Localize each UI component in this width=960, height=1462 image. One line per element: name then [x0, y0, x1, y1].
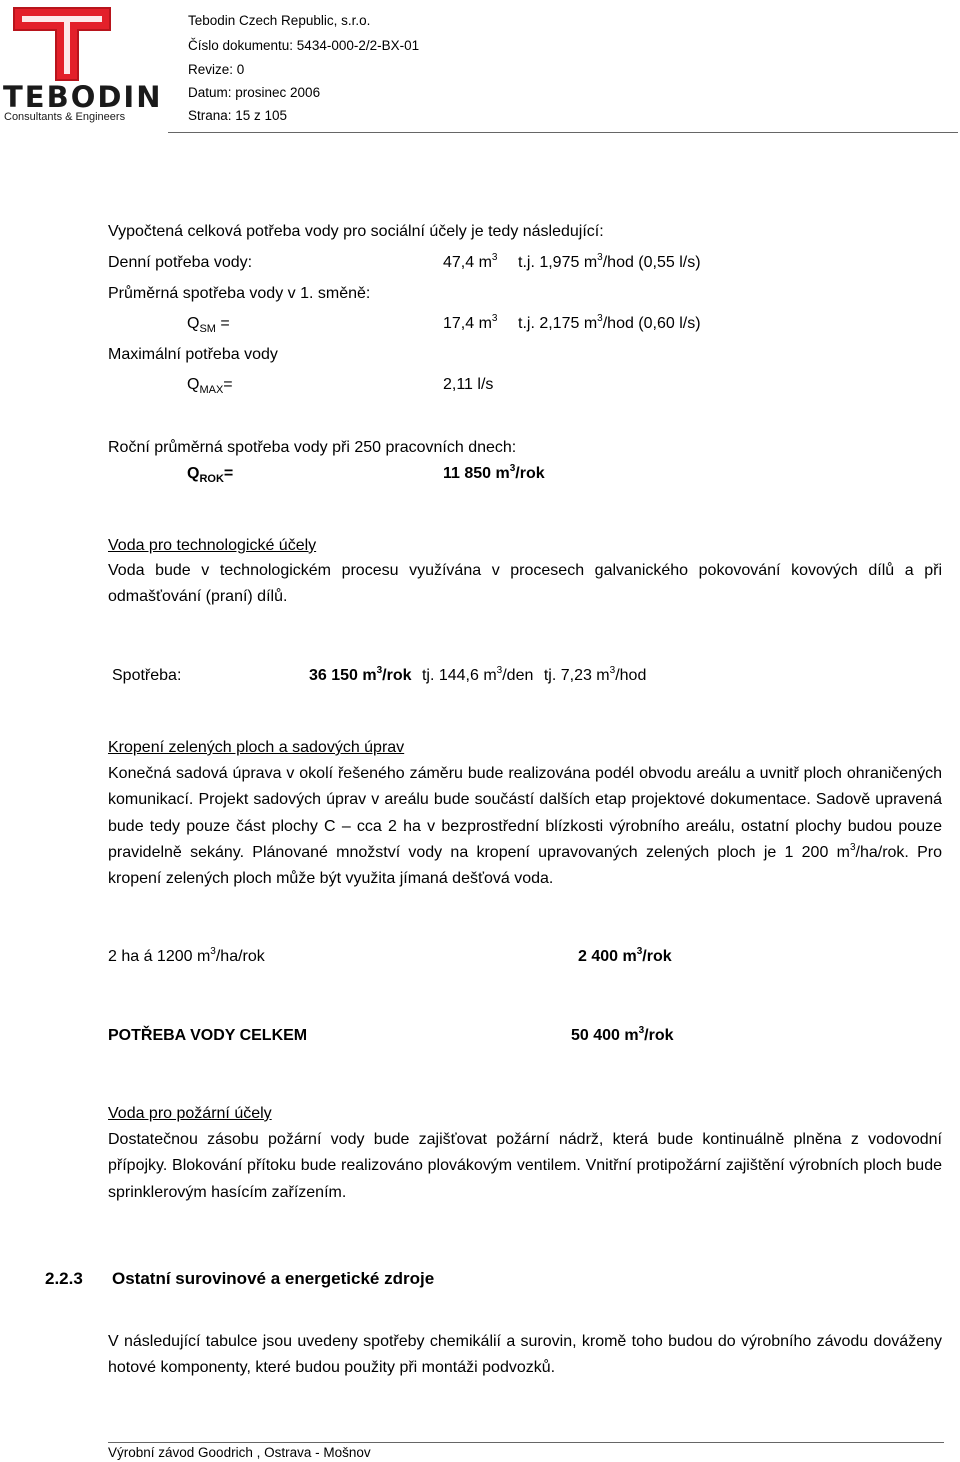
qrok-value: 11 850 $m^3$/rok [443, 463, 545, 482]
tech-text: Voda bude v technologickém procesu využívána v procesech galvanického pokovování kovových dílů a při odmašťování (praní) dílů. [108, 562, 942, 606]
daily-tj: t.j. 1,975 $m^3$/hod (0,55 l/s) [518, 252, 701, 271]
logo-tagline: Consultants & Engineers [4, 111, 126, 123]
footer-rule [108, 1442, 944, 1443]
qsm-value: 17,4 $m^3$ [443, 313, 498, 332]
fire-text: Dostatečnou zásobu požární vody bude zajišťovat požární nádrž, která bude kontinuálně plněna z vodovodní přípojky. Blokování přítoku bude realizováno plovákovým ventilem. Vnitřní protipožární zajištění výrobních ploch bude sprinklerovým hasícím zařízením. [108, 1131, 942, 1201]
irrigation-text: Konečná sadová úprava v okolí řešeného záměru bude realizována podél obvodu areálu a uvnitř ploch ohraničených komunikací. Projekt sadových úprav v areálu bude součástí dalších etap projektové dokumentace. Sadově upravená bude tedy pouze část plochy C – cca 2 ha v bezprostřední blízkosti výrobního areálu, ostatní plochy budou pouze pravidelně sekány. Plánované množství vody na kropení upravovaných zelených ploch je 1 200 $m^3/ha$/rok. Pro kropení zelených ploch může být využita jímaná dešťová voda. [108, 765, 943, 888]
irrigation-calc-right: 2 400 $m^3$/rok [578, 946, 672, 965]
total-value: 50 400 $m^3$/rok [571, 1025, 674, 1044]
tech-heading: Voda pro technologické účely [108, 537, 317, 554]
logo-text: TEBODIN [3, 80, 163, 114]
section-title: Ostatní surovinové a energetické zdroje [112, 1269, 435, 1288]
qsm-label: $Q_{SM}$ = [187, 315, 230, 335]
revision: Revize: 0 [188, 62, 245, 77]
daily-value: 47,4 $m^3$ [443, 252, 498, 271]
intro-text: Vypočtená celková potřeba vody pro sociální účely je tedy následující: [108, 223, 604, 240]
daily-label: Denní potřeba vody: [108, 254, 253, 271]
footer-text: Výrobní závod Goodrich , Ostrava - Mošnov [108, 1445, 371, 1460]
max-label: Maximální potřeba vody [108, 346, 278, 363]
doc-number: Číslo dokumentu: 5434-000-2/2-BX-01 [188, 38, 420, 53]
header-rule [168, 132, 958, 133]
consumption-value: 36 150 $m^3$/rok tj. 144,6 $m^3$/den tj. 7,23 $m^3$/hod [309, 665, 647, 684]
section-number: 2.2.3 [45, 1269, 83, 1288]
page-number: Strana: 15 z 105 [188, 108, 288, 123]
fire-heading: Voda pro požární účely [108, 1105, 272, 1122]
annual-label: Roční průměrná spotřeba vody při 250 pracovních dnech: [108, 439, 517, 456]
qsm-tj: t.j. 2,175 $m^3$/hod (0,60 l/s) [518, 313, 701, 332]
qmax-label: $Q_{MAX}=$ [187, 376, 233, 396]
qmax-value: 2,11 l/s [443, 376, 494, 393]
qrok-label: $Q_{ROK}=$ [187, 465, 234, 485]
date: Datum: prosinec 2006 [188, 85, 321, 100]
irrigation-calc-left: 2 ha á 1200 $m^3/ha$/rok [108, 946, 265, 965]
irrigation-heading: Kropení zelených ploch a sadových úprav [108, 739, 405, 756]
avg-label: Průměrná spotřeba vody v 1. směně: [108, 285, 371, 302]
total-label: POTŘEBA VODY CELKEM [108, 1027, 308, 1044]
company-name: Tebodin Czech Republic, s.r.o. [188, 13, 371, 28]
consumption-label: Spotřeba: [112, 667, 182, 684]
section-text: V následující tabulce jsou uvedeny spotřeby chemikálií a surovin, kromě toho budou do výrobního závodu dováženy hotové komponenty, které budou použity při montáži podvozků. [108, 1333, 942, 1377]
